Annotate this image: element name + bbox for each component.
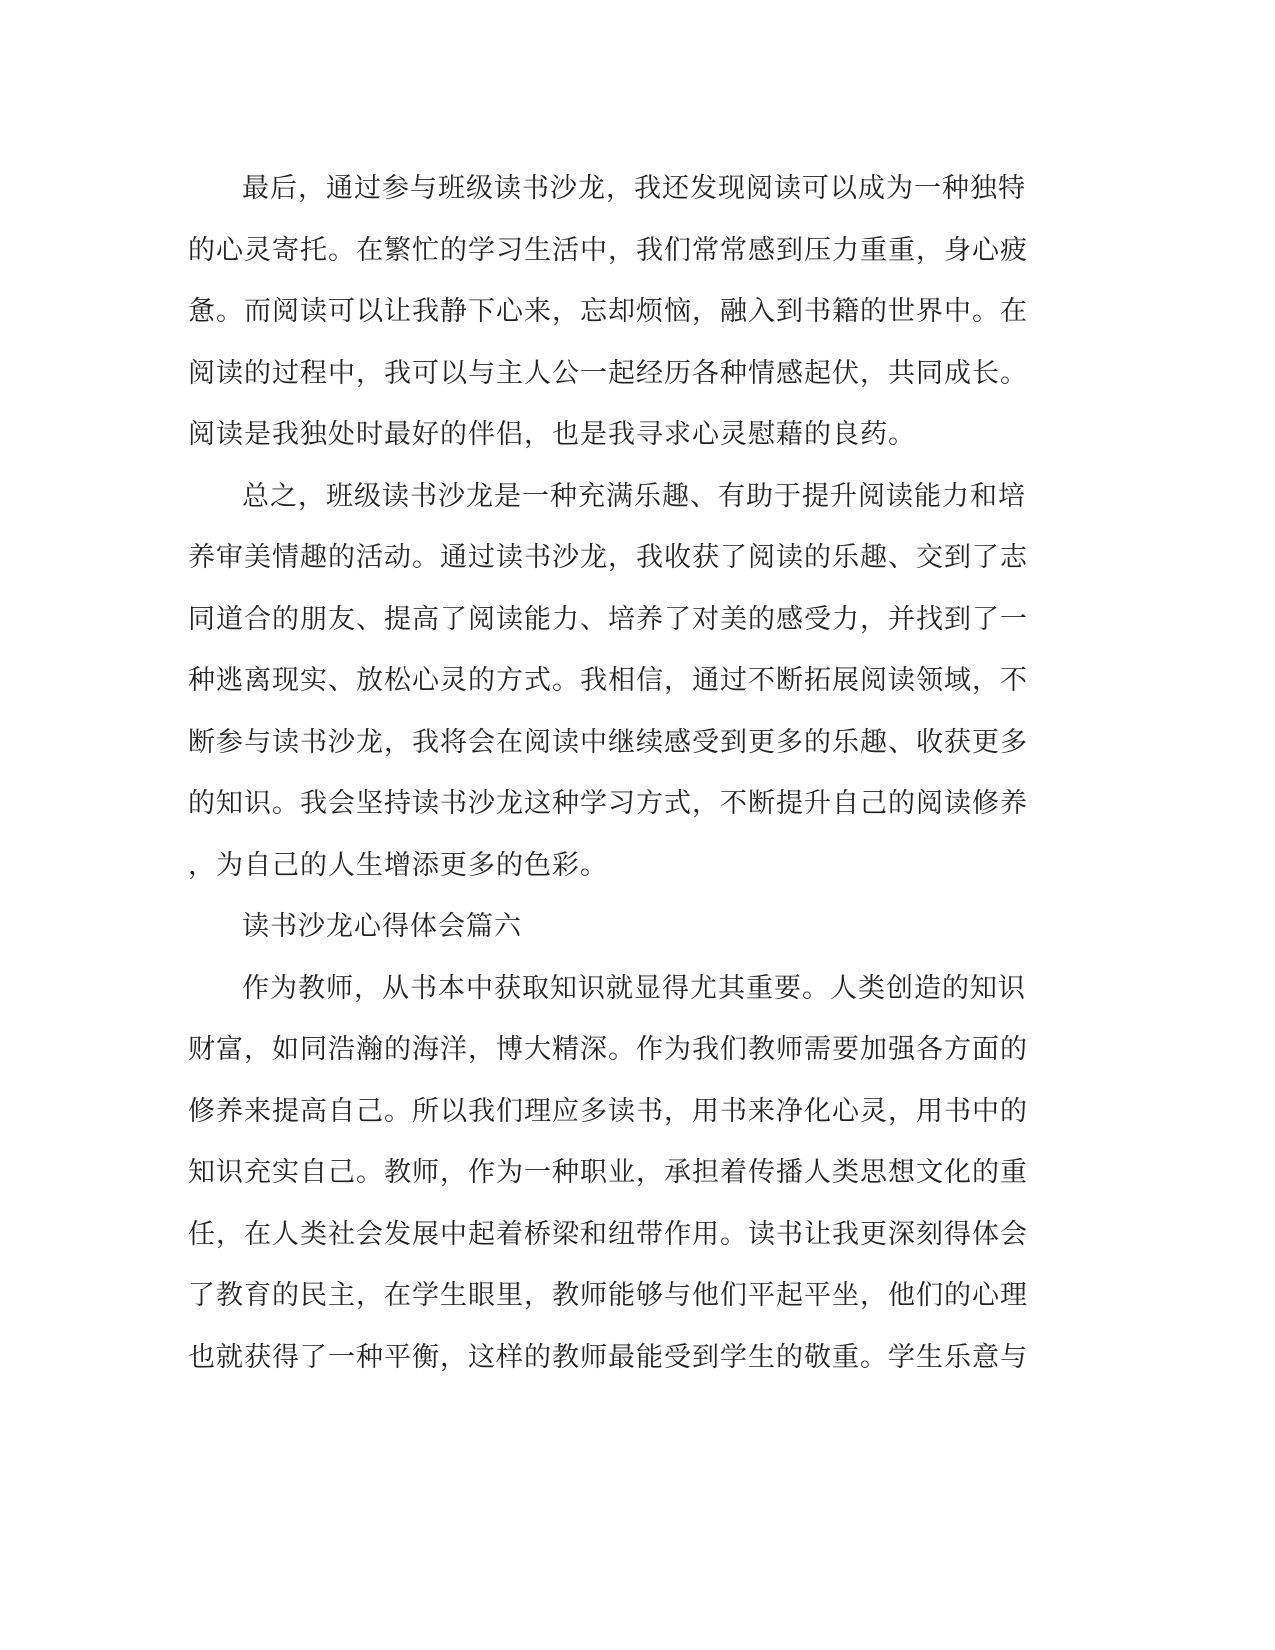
- text-line: 阅读是我独处时最好的伴侣，也是我寻求心灵慰藉的良药。: [188, 419, 916, 450]
- text-line: 总之，班级读书沙龙是一种充满乐趣、有助于提升阅读能力和培: [242, 480, 1026, 512]
- text-line: 知识充实自己。教师，作为一种职业，承担着传播人类思想文化的重: [188, 1157, 1028, 1188]
- text-line: 任，在人类社会发展中起着桥梁和纽带作用。读书让我更深刻得体会: [188, 1218, 1028, 1250]
- text-line: 的知识。我会坚持读书沙龙这种学习方式，不断提升自己的阅读修养: [188, 788, 1028, 819]
- section-heading: [188, 896, 1078, 958]
- paragraph-reading-comfort: [188, 158, 1078, 466]
- section-heading-text: 读书沙龙心得体会篇六: [242, 911, 522, 942]
- text-line: 也就获得了一种平衡，这样的教师最能受到学生的敬重。学生乐意与: [188, 1341, 1028, 1373]
- paragraph-conclusion: [188, 466, 1078, 897]
- text-line: 了教育的民主，在学生眼里，教师能够与他们平起平坐，他们的心理: [188, 1280, 1028, 1311]
- text-line: 财富，如同浩瀚的海洋，博大精深。作为我们教师需要加强各方面的: [188, 1034, 1028, 1065]
- text-line: 断参与读书沙龙，我将会在阅读中继续感受到更多的乐趣、收获更多: [188, 726, 1028, 758]
- text-line: 养审美情趣的活动。通过读书沙龙，我收获了阅读的乐趣、交到了志: [188, 542, 1028, 573]
- paragraph-teacher-reading: [188, 958, 1078, 1389]
- text-line: ，为自己的人生增添更多的色彩。: [188, 849, 608, 881]
- text-line: 最后，通过参与班级读书沙龙，我还发现阅读可以成为一种独特: [242, 173, 1026, 204]
- text-line: 作为教师，从书本中获取知识就显得尤其重要。人类创造的知识: [242, 972, 1026, 1004]
- document-page: [188, 158, 1078, 1388]
- text-line: 的心灵寄托。在繁忙的学习生活中，我们常常感到压力重重，身心疲: [188, 234, 1028, 266]
- text-line: 修养来提高自己。所以我们理应多读书，用书来净化心灵，用书中的: [188, 1095, 1028, 1127]
- text-line: 种逃离现实、放松心灵的方式。我相信，通过不断拓展阅读领域，不: [188, 665, 1028, 696]
- text-line: 同道合的朋友、提高了阅读能力、培养了对美的感受力，并找到了一: [188, 603, 1028, 635]
- text-line: 阅读的过程中，我可以与主人公一起经历各种情感起伏，共同成长。: [188, 357, 1028, 389]
- text-line: 惫。而阅读可以让我静下心来，忘却烦恼，融入到书籍的世界中。在: [188, 296, 1028, 327]
